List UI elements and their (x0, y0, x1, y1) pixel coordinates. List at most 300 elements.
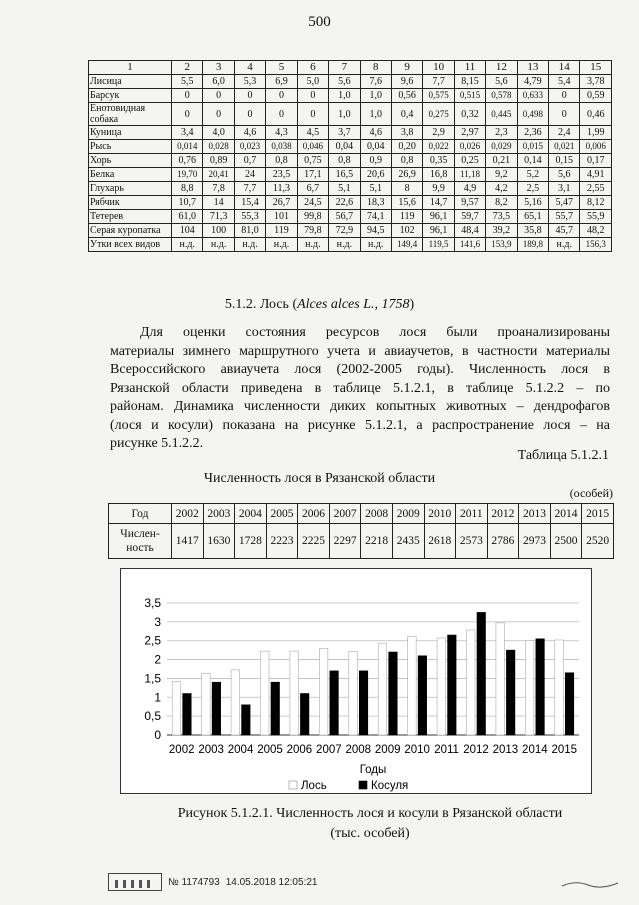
table-cell: н.д. (266, 238, 297, 252)
table-cell: 153,9 (486, 238, 517, 252)
table-cell: 0,029 (486, 140, 517, 154)
table-cell: 0,04 (360, 140, 391, 154)
bar-moose (496, 623, 505, 735)
column-header: 4 (234, 61, 265, 75)
table-row (89, 182, 612, 196)
year-cell: 2015 (582, 504, 614, 524)
table-cell: 8 (391, 182, 422, 196)
table-row (89, 126, 612, 140)
seal-icon (108, 873, 162, 891)
table-cell: 0,4 (391, 103, 422, 126)
table-cell: 39,2 (486, 224, 517, 238)
table-cell: 55,9 (580, 210, 612, 224)
table-cell: 7,7 (423, 75, 454, 89)
x-tick-label: 2011 (434, 744, 459, 756)
row-label: Рысь (89, 140, 172, 154)
table-cell: 23,5 (266, 168, 297, 182)
table-cell: 2,5 (517, 182, 548, 196)
bar-roe (183, 694, 192, 735)
year-header: Год (109, 504, 172, 524)
table-cell: 7,7 (234, 182, 265, 196)
table-cell: н.д. (172, 238, 203, 252)
table-cell: 55,7 (549, 210, 580, 224)
table-cell: 2,9 (423, 126, 454, 140)
document-datetime: 14.05.2018 12:05:21 (225, 876, 318, 888)
bar-roe (330, 671, 339, 735)
table-cell: 16,8 (423, 168, 454, 182)
table-cell: н.д. (360, 238, 391, 252)
table-cell: 4,0 (203, 126, 234, 140)
table-cell: 0,56 (391, 89, 422, 103)
table-row (89, 238, 612, 252)
section-title-prefix: 5.1.2. Лось ( (224, 297, 298, 312)
count-cell: 2297 (329, 524, 361, 559)
table-cell: 119,5 (423, 238, 454, 252)
year-cell: 2005 (266, 504, 298, 524)
legend-label: Косуля (371, 780, 409, 792)
x-tick-label: 2013 (492, 744, 519, 756)
year-cell: 2004 (235, 504, 267, 524)
table-cell: 0,8 (266, 154, 297, 168)
table-cell: 17,1 (297, 168, 328, 182)
row-label: Лисица (89, 75, 172, 89)
table-cell: 24,5 (297, 196, 328, 210)
year-cell: 2012 (487, 504, 519, 524)
count-cell: 2786 (487, 524, 519, 559)
table-cell: 0,04 (329, 140, 360, 154)
table-cell: 0,022 (423, 140, 454, 154)
year-cell: 2010 (424, 504, 456, 524)
bar-moose (525, 641, 534, 735)
count-cell: 2223 (266, 524, 298, 559)
column-header: 6 (297, 61, 328, 75)
table-cell: 0,026 (454, 140, 485, 154)
table-cell: 26,7 (266, 196, 297, 210)
y-tick-label: 1 (154, 690, 161, 705)
count-cell: 2435 (392, 524, 424, 559)
x-tick-label: 2003 (198, 744, 224, 756)
table-cell: 71,3 (203, 210, 234, 224)
table-cell: 149,4 (391, 238, 422, 252)
table-cell: 3,4 (172, 126, 203, 140)
table-cell: 9,6 (391, 75, 422, 89)
count-cell: 2225 (298, 524, 330, 559)
y-tick-label: 3,5 (144, 596, 161, 610)
table-cell: 102 (391, 224, 422, 238)
x-axis-label: Годы (359, 764, 387, 776)
x-tick-label: 2015 (551, 744, 578, 756)
column-header: 1 (89, 61, 172, 75)
table-cell: 19,70 (172, 168, 203, 182)
table-cell: 18,3 (360, 196, 391, 210)
paragraph-line: материалы зимнего маршрутного учета и авиаучетов, в частности материалы (110, 343, 610, 359)
bar-moose (231, 670, 240, 735)
bar-moose (172, 682, 181, 735)
row-label: Серая куропатка (89, 224, 172, 238)
document-number: № 1174793 (168, 876, 220, 888)
table-cell: 5,2 (517, 168, 548, 182)
table-cell: 0,75 (297, 154, 328, 168)
table-cell: 141,6 (454, 238, 485, 252)
count-cell: 1630 (203, 524, 235, 559)
table-row (89, 89, 612, 103)
paragraph-line: (лося и косули) показана на рисунке 5.1.2.1, а распространение лося – на (110, 417, 610, 433)
bar-moose (261, 651, 270, 735)
section-title-suffix: ) (409, 297, 415, 312)
table-cell: 20,6 (360, 168, 391, 182)
table-cell: 99,8 (297, 210, 328, 224)
column-header: 9 (391, 61, 422, 75)
table-cell: 3,1 (549, 182, 580, 196)
table-cell: 1,0 (360, 103, 391, 126)
count-cell: 1728 (235, 524, 267, 559)
table-cell: 101 (266, 210, 297, 224)
table-cell: 0,498 (517, 103, 548, 126)
table-cell: 65,1 (517, 210, 548, 224)
table-cell: 15,4 (234, 196, 265, 210)
bar-moose (319, 648, 328, 735)
table-cell: 0 (234, 103, 265, 126)
table-cell: 3,8 (391, 126, 422, 140)
table-cell: 59,7 (454, 210, 485, 224)
row-label: Барсук (89, 89, 172, 103)
table-cell: 4,3 (266, 126, 297, 140)
table-cell: 0,9 (360, 154, 391, 168)
year-cell: 2003 (203, 504, 235, 524)
column-header: 10 (423, 61, 454, 75)
table-cell: 0,021 (549, 140, 580, 154)
year-cell: 2008 (361, 504, 393, 524)
year-cell: 2009 (392, 504, 424, 524)
bar-moose (467, 630, 476, 735)
table-cell: 100 (203, 224, 234, 238)
bar-roe (300, 694, 309, 735)
year-cell: 2013 (519, 504, 551, 524)
table-cell: 61,0 (172, 210, 203, 224)
table-cell: 56,7 (329, 210, 360, 224)
table-cell: 20,41 (203, 168, 234, 182)
chart-svg (121, 569, 591, 793)
table-cell: н.д. (234, 238, 265, 252)
table-cell: 0,89 (203, 154, 234, 168)
bar-roe (359, 671, 368, 735)
table-cell: 0,038 (266, 140, 297, 154)
table-cell: 79,8 (297, 224, 328, 238)
table-cell: 5,3 (234, 75, 265, 89)
table-cell: 2,55 (580, 182, 612, 196)
table-cell: 48,4 (454, 224, 485, 238)
table-cell: 0,445 (486, 103, 517, 126)
x-tick-label: 2009 (374, 744, 401, 756)
table-cell: 11,18 (454, 168, 485, 182)
table-row (89, 196, 612, 210)
x-tick-label: 2006 (286, 744, 313, 756)
table-cell: 8,8 (172, 182, 203, 196)
table-cell: 0,46 (580, 103, 612, 126)
table-cell: 5,4 (549, 75, 580, 89)
table-cell: 0 (266, 89, 297, 103)
x-tick-label: 2005 (257, 744, 283, 756)
y-tick-label: 1,5 (144, 671, 161, 686)
table-cell: 5,6 (329, 75, 360, 89)
count-cell: 2973 (519, 524, 551, 559)
bar-moose (408, 636, 417, 735)
section-title-latin: Alces alces L., 1758 (297, 297, 410, 312)
x-tick-label: 2010 (404, 744, 430, 756)
moose-count-table (108, 503, 614, 559)
table-cell: 5,16 (517, 196, 548, 210)
column-header: 12 (486, 61, 517, 75)
table-cell: 11,3 (266, 182, 297, 196)
bar-roe (536, 639, 545, 735)
table-cell: н.д. (297, 238, 328, 252)
row-label: Утки всех видов (89, 238, 172, 252)
table-cell: н.д. (203, 238, 234, 252)
table-cell: 5,6 (486, 75, 517, 89)
table-cell: 22,6 (329, 196, 360, 210)
bar-moose (349, 651, 358, 735)
paragraph-line: районам. Динамика численности диких копытных животных – дендрофагов (110, 399, 610, 414)
table-cell: 6,9 (266, 75, 297, 89)
table-cell: 0,21 (486, 154, 517, 168)
table-cell: 2,3 (486, 126, 517, 140)
table-cell: 5,0 (297, 75, 328, 89)
table-cell: 5,5 (172, 75, 203, 89)
table-cell: 4,6 (234, 126, 265, 140)
count-header: Числен-ность (109, 524, 172, 559)
table-cell: 96,1 (423, 224, 454, 238)
table-cell: 4,79 (517, 75, 548, 89)
table-cell: 0,8 (329, 154, 360, 168)
paragraph-line: Рязанской области приведена в таблице 5.1.2.1, в таблице 5.1.2.2 – по (110, 380, 610, 396)
table-cell: 55,3 (234, 210, 265, 224)
row-label: Тетерев (89, 210, 172, 224)
bar-roe (389, 652, 398, 735)
table-number: Таблица 5.1.2.1 (517, 448, 609, 463)
table-cell: 0 (234, 89, 265, 103)
x-tick-label: 2012 (463, 744, 489, 756)
bar-moose (378, 643, 387, 735)
year-cell: 2006 (298, 504, 330, 524)
table-cell: 1,0 (329, 89, 360, 103)
figure-caption-line2: (тыс. особей) (330, 826, 410, 841)
table-cell: 156,3 (580, 238, 612, 252)
column-header: 7 (329, 61, 360, 75)
table-cell: 0,20 (391, 140, 422, 154)
table-cell: 0,15 (549, 154, 580, 168)
bar-roe (242, 705, 251, 735)
table-cell: 8,2 (486, 196, 517, 210)
table-cell: 1,99 (580, 126, 612, 140)
table-cell: 4,9 (454, 182, 485, 196)
table-cell: 35,8 (517, 224, 548, 238)
table-cell: 0 (203, 103, 234, 126)
table-cell: 2,97 (454, 126, 485, 140)
table-cell: 4,91 (580, 168, 612, 182)
table-cell: 14,7 (423, 196, 454, 210)
table-cell: 0 (549, 103, 580, 126)
table-cell: 104 (172, 224, 203, 238)
legend-swatch (359, 781, 367, 789)
table-cell: 0 (172, 89, 203, 103)
table-cell: 5,6 (549, 168, 580, 182)
legend-label: Лось (301, 780, 327, 792)
table-cell: 81,0 (234, 224, 265, 238)
table-cell: 5,1 (329, 182, 360, 196)
table-cell: 0,014 (172, 140, 203, 154)
bar-roe (212, 682, 221, 735)
table-row (89, 75, 612, 89)
table-cell: 2,36 (517, 126, 548, 140)
table-cell: 4,2 (486, 182, 517, 196)
table-cell: 73,5 (486, 210, 517, 224)
table-cell: 74,1 (360, 210, 391, 224)
bar-roe (506, 650, 515, 735)
year-cell: 2014 (550, 504, 582, 524)
column-header: 3 (203, 61, 234, 75)
section-title (0, 297, 639, 313)
table-cell: 4,5 (297, 126, 328, 140)
table-cell: 0,17 (580, 154, 612, 168)
table-cell: 2,4 (549, 126, 580, 140)
row-label: Глухарь (89, 182, 172, 196)
legend-swatch (289, 781, 297, 789)
bar-roe (418, 656, 427, 735)
bar-roe (477, 612, 486, 735)
bar-moose (555, 640, 564, 735)
row-label: Енотовидная собака (89, 103, 172, 126)
table-cell: 10,7 (172, 196, 203, 210)
table-title: Численность лося в Рязанской области (203, 471, 436, 486)
bar-roe (271, 682, 280, 735)
table-row (89, 140, 612, 154)
table-cell: 0 (549, 89, 580, 103)
table-cell: 9,57 (454, 196, 485, 210)
moose-roe-chart (120, 568, 592, 794)
y-tick-label: 2 (154, 652, 161, 667)
table-cell: 0,8 (391, 154, 422, 168)
table-cell: 7,6 (360, 75, 391, 89)
table-cell: 0,7 (234, 154, 265, 168)
table-cell: 0,32 (454, 103, 485, 126)
count-cell: 2500 (550, 524, 582, 559)
figure-caption (120, 804, 620, 844)
column-header: 14 (549, 61, 580, 75)
x-tick-label: 2007 (316, 744, 342, 756)
paragraph-line: Всероссийского авиаучета лося (2002-2005 годы). Численность лося в (110, 362, 610, 377)
year-cell: 2002 (172, 504, 204, 524)
table-cell: 15,6 (391, 196, 422, 210)
y-tick-label: 2,5 (144, 633, 161, 648)
table-cell: 26,9 (391, 168, 422, 182)
table-cell: н.д. (329, 238, 360, 252)
table-units: (особей) (569, 486, 613, 500)
x-tick-label: 2002 (168, 744, 195, 756)
paragraph-line: Для оценки состояния ресурсов лося были проанализированы (140, 325, 610, 340)
count-cell: 2520 (582, 524, 614, 559)
bar-moose (202, 674, 211, 735)
bar-roe (448, 635, 457, 735)
bar-roe (565, 673, 574, 735)
column-header: 11 (454, 61, 485, 75)
footer (108, 873, 317, 891)
year-cell: 2007 (329, 504, 361, 524)
table-cell: 0 (266, 103, 297, 126)
count-cell: 2618 (424, 524, 456, 559)
table-cell: 7,8 (203, 182, 234, 196)
table-cell: 3,7 (329, 126, 360, 140)
table-cell: 0,578 (486, 89, 517, 103)
table-row (89, 210, 612, 224)
table-cell: 0 (203, 89, 234, 103)
column-header: 5 (266, 61, 297, 75)
table-cell: 189,8 (517, 238, 548, 252)
count-cell: 2218 (361, 524, 393, 559)
row-label: Белка (89, 168, 172, 182)
table-cell: 6,0 (203, 75, 234, 89)
x-tick-label: 2008 (345, 744, 372, 756)
x-tick-label: 2004 (227, 744, 254, 756)
table-cell: 5,1 (360, 182, 391, 196)
row-label: Куница (89, 126, 172, 140)
paragraph-line: рисунке 5.1.2.2. (110, 436, 204, 451)
y-tick-label: 3 (154, 614, 161, 629)
row-label: Рябчик (89, 196, 172, 210)
table-cell: 94,5 (360, 224, 391, 238)
table-cell: 3,78 (580, 75, 612, 89)
table-cell: 0 (172, 103, 203, 126)
table-cell: 0,14 (517, 154, 548, 168)
table-cell: 6,7 (297, 182, 328, 196)
bar-moose (290, 651, 299, 735)
column-header: 2 (172, 61, 203, 75)
table-cell: 0,275 (423, 103, 454, 126)
table-cell: 48,2 (580, 224, 612, 238)
table-cell: 0,015 (517, 140, 548, 154)
table-cell: 4,6 (360, 126, 391, 140)
table-cell: 16,5 (329, 168, 360, 182)
table-cell: 45,7 (549, 224, 580, 238)
table-cell: 119 (391, 210, 422, 224)
table-cell: 0,006 (580, 140, 612, 154)
x-tick-label: 2014 (522, 744, 548, 756)
body-paragraph (110, 324, 610, 454)
table-cell: 1,0 (360, 89, 391, 103)
table-cell: 0,76 (172, 154, 203, 168)
table-cell: 119 (266, 224, 297, 238)
table-cell: н.д. (549, 238, 580, 252)
count-cell: 2573 (456, 524, 488, 559)
table-cell: 0,59 (580, 89, 612, 103)
row-label: Хорь (89, 154, 172, 168)
table-cell: 0,028 (203, 140, 234, 154)
table-cell: 9,9 (423, 182, 454, 196)
signature-mark (560, 878, 620, 890)
page-number: 500 (308, 14, 331, 30)
table-cell: 9,2 (486, 168, 517, 182)
table-cell: 0 (297, 89, 328, 103)
column-header: 15 (580, 61, 612, 75)
wildlife-table (88, 60, 612, 252)
column-header: 13 (517, 61, 548, 75)
count-cell: 1417 (172, 524, 204, 559)
table-cell: 0,25 (454, 154, 485, 168)
year-cell: 2011 (456, 504, 488, 524)
table-cell: 0,575 (423, 89, 454, 103)
y-tick-label: 0 (154, 728, 161, 742)
column-header: 8 (360, 61, 391, 75)
table-cell: 0,023 (234, 140, 265, 154)
